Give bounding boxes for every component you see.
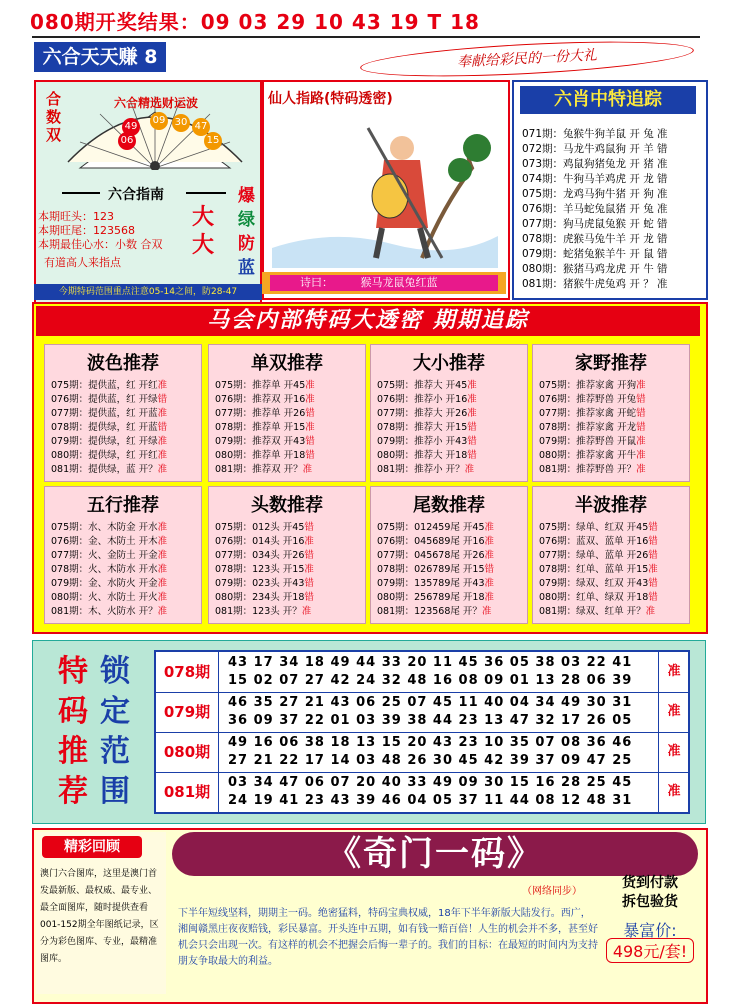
fan-number: 49 <box>122 118 140 136</box>
period: 079期 <box>156 692 219 732</box>
recommend-box <box>532 344 690 482</box>
row-status: 准 <box>467 394 477 405</box>
track-row: 078期：虎猴马兔牛羊 开 龙 错 <box>522 233 668 245</box>
box-row <box>377 561 494 575</box>
box-row <box>215 461 312 475</box>
row-text: 081期：推荐双 开？ <box>215 464 303 475</box>
row-text: 076期：推荐野兽 开兔 <box>539 394 637 405</box>
row-status: 准 <box>484 578 495 589</box>
box-row <box>51 519 167 533</box>
row-text: 075期：提供蓝，红 开红 <box>51 380 158 391</box>
row-status: 错 <box>484 564 495 575</box>
row-status: 准 <box>484 550 495 561</box>
row-status: 错 <box>648 592 658 603</box>
label-col2 <box>100 652 140 812</box>
price-label: 暴富价: <box>623 921 677 940</box>
table-row <box>156 652 688 693</box>
label-char: 范 <box>100 734 130 769</box>
row-text: 078期：提供绿，红 开蓝 <box>51 422 158 433</box>
info-line: 本期最佳心水：小数 合双 <box>38 238 163 251</box>
number-table <box>154 650 690 814</box>
warrior-illustration <box>272 108 498 268</box>
track-row: 073期：鸡鼠狗猪兔龙 开 猪 准 <box>522 158 668 170</box>
row-status: 准 <box>157 606 168 617</box>
row-status: 错 <box>157 422 168 433</box>
row-text: 077期：045678尾 开26 <box>377 550 485 561</box>
price: 498元/套! <box>606 938 694 963</box>
row-status: 准 <box>157 436 168 447</box>
info-line: 本期旺头：123 <box>38 210 114 223</box>
right-title: 六肖中特追踪 <box>520 86 696 114</box>
row-text: 078期：026789尾 开15 <box>377 564 485 575</box>
recommend-box <box>370 344 528 482</box>
row-text: 075期：012459尾 开45 <box>377 522 485 533</box>
box-row <box>539 377 646 391</box>
track-row: 080期：猴猪马鸡龙虎 开 牛 错 <box>522 263 668 275</box>
track-row: 071期：兔猴牛狗羊鼠 开 兔 准 <box>522 128 668 140</box>
label-char: 特 <box>58 654 88 689</box>
row-status: 错 <box>305 408 315 419</box>
row-status: 准 <box>302 464 313 475</box>
period: 078期 <box>156 652 219 692</box>
row-status: 准 <box>304 536 314 547</box>
fan-number: 09 <box>150 112 168 130</box>
box-row <box>539 419 646 433</box>
review-title: 精彩回顾 <box>42 836 142 858</box>
row-text: 078期：红单、蓝单 开15 <box>539 564 649 575</box>
row-status: 准 <box>484 592 495 603</box>
box-row <box>215 547 314 561</box>
box-title: 五行推荐 <box>87 495 159 516</box>
promo-text: 下半年短线坚料，期期主一码。绝密猛料，特码宝典权威，18年下半年新版大陆发行。西广，湘闽赣黑庄夜夜赔钱，彩民暴富。开头连中五期，如有钱一赔百倍！人生的机会并不多，甚至好机会只会出现一次。有这样的机会不把握会后悔一辈子的。我们的目标：在最短的时间内为支持朋友争取最大的利益。 <box>178 908 598 967</box>
row-status: 准 <box>157 522 168 533</box>
row-text: 080期：火、水防土 开火 <box>51 592 158 603</box>
row-text: 079期：提供绿，红 开绿 <box>51 436 158 447</box>
box-row <box>377 391 477 405</box>
box-title: 波色推荐 <box>87 353 159 374</box>
box-row <box>215 433 315 447</box>
label-char: 码 <box>58 694 88 729</box>
row-status: 准 <box>157 536 168 547</box>
recommend-title: 马会内部特码大透密 期期追踪 <box>36 306 700 336</box>
fan-graphic <box>40 82 252 170</box>
box-row <box>539 405 646 419</box>
row-status: 准 <box>636 450 646 461</box>
row-status: 错 <box>636 394 646 405</box>
box-row <box>377 447 477 461</box>
period: 080期 <box>156 732 219 772</box>
box-row <box>51 461 167 475</box>
row-status: 错 <box>157 394 168 405</box>
box-row <box>51 433 167 447</box>
status: 准 <box>658 652 689 692</box>
box-row <box>377 419 477 433</box>
brand-label: 六合天天赚 8 <box>34 42 166 72</box>
label-char: 荐 <box>58 774 88 809</box>
recommend-box <box>44 486 202 624</box>
box-row <box>539 547 658 561</box>
row-status: 准 <box>484 536 495 547</box>
row-text: 080期：推荐单 开18 <box>215 450 306 461</box>
row-status: 错 <box>648 522 658 533</box>
box-row <box>215 603 311 617</box>
row-text: 076期：014头 开16 <box>215 536 305 547</box>
box-title: 家野推荐 <box>575 353 647 374</box>
row-status: 错 <box>305 436 315 447</box>
track-row: 077期：狗马虎鼠兔猴 开 蛇 错 <box>522 218 668 230</box>
row-status: 准 <box>157 564 168 575</box>
recommend-box <box>44 344 202 482</box>
box-row <box>539 575 658 589</box>
row-status: 准 <box>636 436 646 447</box>
box-row <box>51 561 167 575</box>
row-text: 076期：金、木防土 开木 <box>51 536 158 547</box>
row-text: 077期：推荐家禽 开蛇 <box>539 408 637 419</box>
box-title: 单双推荐 <box>251 353 323 374</box>
box-row <box>377 575 494 589</box>
fan-number: 30 <box>172 114 190 132</box>
row-text: 080期：推荐大 开18 <box>377 450 468 461</box>
buy-line-1: 货到付款 <box>622 875 678 891</box>
row-status: 准 <box>157 464 168 475</box>
box-row <box>215 575 314 589</box>
row-text: 079期：135789尾 开43 <box>377 578 485 589</box>
left-footer: 今期特码范围重点注意05-14之间，防28-47 <box>34 284 262 300</box>
buy-line-2: 拆包验货 <box>622 894 678 910</box>
guide-title: 六合指南 <box>108 187 164 203</box>
row-text: 075期：推荐家禽 开狗 <box>539 380 637 391</box>
box-row <box>215 561 314 575</box>
status: 准 <box>658 692 689 732</box>
row-text: 077期：绿单、蓝单 开26 <box>539 550 649 561</box>
row-status: 错 <box>304 578 314 589</box>
box-row <box>539 589 658 603</box>
track-row: 079期：蛇猪兔猴羊牛 开 鼠 错 <box>522 248 668 260</box>
box-row <box>51 377 167 391</box>
row-status: 准 <box>467 380 477 391</box>
row-text: 078期：推荐大 开15 <box>377 422 468 433</box>
box-title: 尾数推荐 <box>413 495 485 516</box>
divider <box>186 192 226 194</box>
box-row <box>539 533 658 547</box>
row-text: 078期：火、木防水 开水 <box>51 564 158 575</box>
row-status: 准 <box>467 408 477 419</box>
fan-number: 15 <box>204 132 222 150</box>
box-row <box>539 603 655 617</box>
row-status: 错 <box>304 592 314 603</box>
info-line: 有道高人来指点 <box>44 256 121 269</box>
row-status: 错 <box>648 536 658 547</box>
row-text: 079期：推荐小 开43 <box>377 436 468 447</box>
row-status: 错 <box>304 522 314 533</box>
vertical-chars <box>238 184 258 280</box>
big-char: 大大 <box>192 205 215 258</box>
row-text: 076期：推荐小 开16 <box>377 394 468 405</box>
row-text: 075期：推荐大 开45 <box>377 380 468 391</box>
row-status: 准 <box>157 408 168 419</box>
numbers-line: 49 16 06 38 18 13 15 20 43 23 10 35 07 08 36 46 <box>228 735 633 750</box>
row-status: 错 <box>305 450 315 461</box>
row-text: 077期：推荐单 开26 <box>215 408 306 419</box>
box-row <box>51 447 167 461</box>
row-status: 准 <box>481 606 492 617</box>
row-text: 079期：推荐野兽 开鼠 <box>539 436 637 447</box>
qimen-banner: 《奇门一码》 <box>172 832 698 876</box>
recommend-box <box>370 486 528 624</box>
box-row <box>51 419 167 433</box>
box-row <box>377 461 474 475</box>
row-text: 078期：推荐单 开15 <box>215 422 306 433</box>
track-row: 081期：猪猴牛虎兔鸡 开 ？ 准 <box>522 278 668 290</box>
row-status: 准 <box>305 394 315 405</box>
row-text: 075期：水、木防金 开水 <box>51 522 158 533</box>
poem-label: 诗曰： <box>300 276 333 289</box>
fan-title: 六合精选财运波 <box>114 96 199 110</box>
box-title: 半波推荐 <box>575 495 647 516</box>
box-row <box>51 589 167 603</box>
row-status: 准 <box>636 380 646 391</box>
row-text: 077期：提供蓝，红 开蓝 <box>51 408 158 419</box>
box-row <box>377 519 494 533</box>
row-text: 076期：提供蓝，红 开绿 <box>51 394 158 405</box>
box-row <box>377 433 477 447</box>
vert-char: 爆 <box>238 186 255 206</box>
row-status: 错 <box>636 408 646 419</box>
row-status: 错 <box>636 422 646 433</box>
row-status: 错 <box>648 550 658 561</box>
row-status: 准 <box>305 380 315 391</box>
label-col1 <box>58 652 98 812</box>
row-text: 081期：绿双、红单 开？ <box>539 606 646 617</box>
track-row: 075期：龙鸡马狗牛猪 开 狗 准 <box>522 188 668 200</box>
row-text: 077期：034头 开26 <box>215 550 305 561</box>
row-status: 错 <box>467 422 477 433</box>
poem-bar <box>262 272 506 294</box>
result-title: 080期开奖结果：09 03 29 10 43 19 T 18 <box>30 10 480 34</box>
row-status: 准 <box>301 606 312 617</box>
box-row <box>215 519 314 533</box>
row-text: 078期：推荐家禽 开龙 <box>539 422 637 433</box>
row-text: 081期：推荐野兽 开？ <box>539 464 637 475</box>
row-status: 准 <box>464 464 475 475</box>
box-row <box>539 391 646 405</box>
track-row: 076期：羊马蛇兔鼠猪 开 兔 准 <box>522 203 668 215</box>
box-row <box>215 447 315 461</box>
row-text: 077期：火、金防土 开金 <box>51 550 158 561</box>
box-row <box>377 547 494 561</box>
box-row <box>51 547 167 561</box>
center-title: 仙人指路(特码透密) <box>268 91 393 107</box>
numbers-line: 36 09 37 22 01 03 39 38 44 23 13 47 32 17 26 05 <box>228 713 633 728</box>
row-text: 078期：123头 开15 <box>215 564 305 575</box>
row-status: 错 <box>467 450 477 461</box>
top-banner <box>0 0 740 34</box>
box-row <box>377 533 494 547</box>
row-status: 准 <box>157 450 168 461</box>
row-text: 080期：提供绿，红 开红 <box>51 450 158 461</box>
row-status: 准 <box>157 592 168 603</box>
row-text: 076期：蓝双、蓝单 开16 <box>539 536 649 547</box>
row-text: 079期：金、水防火 开金 <box>51 578 158 589</box>
row-text: 076期：推荐双 开16 <box>215 394 306 405</box>
row-status: 错 <box>648 578 658 589</box>
numbers-line: 15 02 07 27 42 24 32 48 16 08 09 01 13 28 06 39 <box>228 673 633 688</box>
row-status: 准 <box>648 564 658 575</box>
row-status: 准 <box>636 464 646 475</box>
row-text: 081期：木、火防水 开？ <box>51 606 158 617</box>
track-row: 074期：牛狗马羊鸡虎 开 龙 错 <box>522 173 668 185</box>
table-row <box>156 732 688 773</box>
label-char: 围 <box>100 774 130 809</box>
box-row <box>51 391 167 405</box>
poem-text: 猴马龙鼠兔红蓝 <box>360 276 438 289</box>
box-title: 头数推荐 <box>251 495 323 516</box>
table-row <box>156 692 688 733</box>
review-text: 澳门六合图库，这里是澳门首发最新版、最权威、最专业、最全面图库，随时提供查看001-152期全年图纸记录，区分为彩色图库、专业，最精准图库。 <box>40 869 159 964</box>
row-text: 081期：123568尾 开？ <box>377 606 482 617</box>
period: 081期 <box>156 772 219 812</box>
box-row <box>377 405 477 419</box>
numbers-line: 24 19 41 23 43 39 46 04 05 37 11 44 08 12 48 31 <box>228 793 633 808</box>
row-status: 准 <box>484 522 495 533</box>
buy-line <box>602 874 698 912</box>
status: 准 <box>658 772 689 812</box>
box-row <box>51 405 167 419</box>
row-text: 075期：绿单、红双 开45 <box>539 522 649 533</box>
numbers-line: 46 35 27 21 43 06 25 07 45 11 40 04 34 49 30 31 <box>228 695 633 710</box>
info-line: 本期旺尾：123568 <box>38 224 135 237</box>
box-row <box>51 603 167 617</box>
net-sync: （网络同步） <box>522 886 582 897</box>
row-text: 075期：推荐单 开45 <box>215 380 306 391</box>
box-row <box>539 461 646 475</box>
row-status: 准 <box>645 606 656 617</box>
numbers-line: 27 21 22 17 14 03 48 26 30 45 42 39 37 09 47 25 <box>228 753 633 768</box>
vert-char: 蓝 <box>238 258 255 278</box>
row-status: 准 <box>305 422 315 433</box>
buy-box <box>602 874 698 992</box>
row-status: 准 <box>157 550 168 561</box>
fan-side-label: 合数双 <box>46 90 62 144</box>
numbers-line: 43 17 34 18 49 44 33 20 11 45 36 05 38 03 22 41 <box>228 655 633 670</box>
box-row <box>51 575 167 589</box>
box-title: 大小推荐 <box>413 353 485 374</box>
row-text: 076期：045689尾 开16 <box>377 536 485 547</box>
box-row <box>215 419 315 433</box>
row-text: 079期：绿双、红双 开43 <box>539 578 649 589</box>
row-status: 错 <box>467 436 477 447</box>
box-row <box>215 391 315 405</box>
box-row <box>215 533 314 547</box>
box-row <box>215 589 314 603</box>
track-row: 072期：马龙牛鸡鼠狗 开 羊 错 <box>522 143 668 155</box>
box-row <box>539 561 658 575</box>
box-row <box>215 377 315 391</box>
label-char: 定 <box>100 694 130 729</box>
poem-inner <box>270 275 498 291</box>
numbers-line: 03 34 47 06 07 20 40 33 49 09 30 15 16 28 25 45 <box>228 775 633 790</box>
recommend-box <box>532 486 690 624</box>
box-row <box>377 589 494 603</box>
row-status: 准 <box>304 564 314 575</box>
box-row <box>539 433 646 447</box>
box-row <box>51 533 167 547</box>
vert-char: 绿 <box>238 210 255 230</box>
divider <box>62 192 100 194</box>
status: 准 <box>658 732 689 772</box>
row-text: 081期：123头 开？ <box>215 606 302 617</box>
box-row <box>539 447 646 461</box>
row-text: 079期：023头 开43 <box>215 578 305 589</box>
row-text: 081期：提供绿，蓝 开？ <box>51 464 158 475</box>
label-char: 推 <box>58 734 88 769</box>
recommend-box <box>208 486 366 624</box>
label-char: 锁 <box>100 654 130 689</box>
recommend-box <box>208 344 366 482</box>
row-text: 080期：256789尾 开18 <box>377 592 485 603</box>
row-text: 080期：推荐家禽 开牛 <box>539 450 637 461</box>
row-text: 080期：234头 开18 <box>215 592 305 603</box>
box-row <box>539 519 658 533</box>
row-text: 081期：推荐小 开？ <box>377 464 465 475</box>
row-status: 准 <box>157 380 168 391</box>
row-text: 077期：推荐大 开26 <box>377 408 468 419</box>
fan-number: 47 <box>192 118 210 136</box>
row-status: 准 <box>157 578 168 589</box>
row-text: 075期：012头 开45 <box>215 522 305 533</box>
vert-char: 防 <box>238 234 255 254</box>
fan-number: 06 <box>118 132 136 150</box>
row-text: 079期：推荐双 开43 <box>215 436 306 447</box>
box-row <box>377 377 477 391</box>
box-row <box>215 405 315 419</box>
table-row <box>156 772 688 812</box>
box-row <box>377 603 491 617</box>
header-divider <box>32 36 700 38</box>
slogan: 奉献给彩民的一份大礼 <box>359 35 694 82</box>
row-text: 080期：红单、绿双 开18 <box>539 592 649 603</box>
row-status: 错 <box>304 550 314 561</box>
